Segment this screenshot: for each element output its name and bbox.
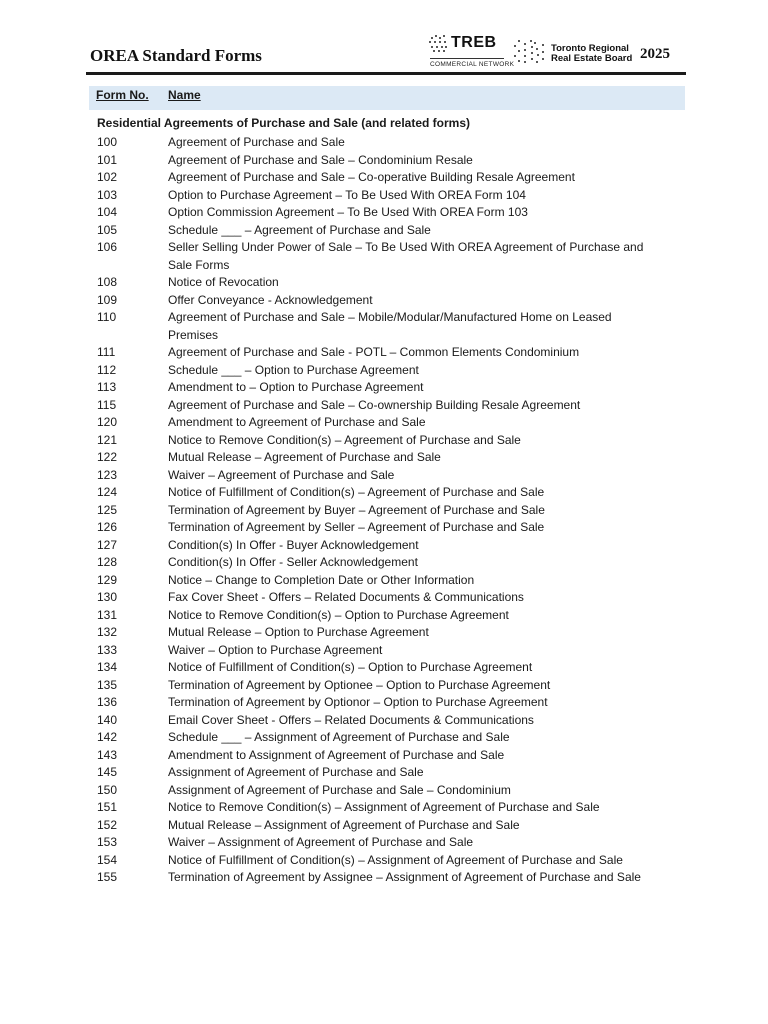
- header-rule: [86, 72, 686, 75]
- treb-logo-subtitle: COMMERCIAL NETWORK: [430, 61, 515, 68]
- form-name: Termination of Agreement by Assignee – Assignment of Agreement of Purchase and Sale: [168, 870, 641, 884]
- form-number: 104: [97, 205, 118, 219]
- form-name: Waiver – Option to Purchase Agreement: [168, 642, 383, 657]
- table-row: [97, 449, 677, 467]
- form-name: Agreement of Purchase and Sale – Condominium Resale: [168, 152, 473, 167]
- trreb-logo-line1: Toronto Regional: [551, 43, 629, 54]
- form-number: 125: [97, 502, 118, 517]
- form-name: Mutual Release – Agreement of Purchase and Sale: [168, 450, 441, 464]
- form-name: Seller Selling Under Power of Sale – To Be Used With OREA Agreement of Purchase and Sale Forms: [168, 240, 644, 272]
- column-header-form-no: Form No.: [96, 88, 149, 102]
- table-row: [97, 309, 677, 344]
- table-row: [97, 397, 677, 415]
- form-name: Termination of Agreement by Optionor – Option to Purchase Agreement: [168, 695, 548, 709]
- form-number: 127: [97, 537, 118, 552]
- table-row: [97, 484, 677, 502]
- table-row: [97, 432, 677, 450]
- table-row: [97, 659, 677, 677]
- form-number: 150: [97, 782, 118, 797]
- table-row: [97, 292, 677, 310]
- form-number: 134: [97, 660, 118, 674]
- form-name: Notice of Fulfillment of Condition(s) – Assignment of Agreement of Purchase and Sale: [168, 852, 623, 867]
- form-name: Condition(s) In Offer - Buyer Acknowledgement: [168, 537, 419, 552]
- form-number: 105: [97, 222, 118, 237]
- form-name: Termination of Agreement by Optionee – Option to Purchase Agreement: [168, 677, 551, 692]
- table-row: [97, 729, 677, 747]
- trreb-logo-line2: Real Estate Board: [551, 53, 633, 64]
- table-header: [89, 86, 685, 110]
- form-number: 106: [97, 240, 118, 254]
- table-row: [97, 589, 677, 607]
- form-number: 110: [97, 310, 117, 324]
- form-number: 109: [97, 292, 118, 307]
- form-number: 140: [97, 712, 118, 727]
- table-row: [97, 204, 677, 222]
- table-row: [97, 712, 677, 730]
- treb-logo-divider: [430, 58, 504, 59]
- table-row: [97, 834, 677, 852]
- form-name: Agreement of Purchase and Sale – Co-operative Building Resale Agreement: [168, 170, 575, 184]
- form-name: Notice of Revocation: [168, 275, 279, 289]
- form-number: 152: [97, 817, 118, 832]
- form-name: Mutual Release – Assignment of Agreement of Purchase and Sale: [168, 817, 520, 832]
- form-name: Notice – Change to Completion Date or Other Information: [168, 572, 475, 587]
- form-number: 112: [97, 362, 117, 377]
- table-row: [97, 414, 677, 432]
- form-name: Schedule ___ – Assignment of Agreement of Purchase and Sale: [168, 730, 510, 744]
- form-number: 136: [97, 695, 118, 709]
- form-name: Amendment to – Option to Purchase Agreement: [168, 380, 424, 394]
- table-row: [97, 852, 677, 870]
- form-name: Amendment to Assignment of Agreement of Purchase and Sale: [168, 747, 505, 762]
- table-row: [97, 152, 677, 170]
- form-number: 122: [97, 450, 118, 464]
- form-name: Waiver – Assignment of Agreement of Purchase and Sale: [168, 835, 474, 849]
- table-row: [97, 169, 677, 187]
- form-number: 108: [97, 275, 118, 289]
- table-row: [97, 467, 677, 485]
- form-name: Notice of Fulfillment of Condition(s) – Agreement of Purchase and Sale: [168, 485, 545, 499]
- form-number: 120: [97, 415, 118, 429]
- form-name: Agreement of Purchase and Sale – Mobile/Modular/Manufactured Home on Leased Premises: [168, 310, 612, 342]
- form-number: 135: [97, 677, 118, 692]
- form-number: 153: [97, 835, 118, 849]
- form-name: Amendment to Agreement of Purchase and Sale: [168, 415, 426, 429]
- table-row: [97, 379, 677, 397]
- form-number: 115: [97, 397, 117, 412]
- form-name: Termination of Agreement by Seller – Agreement of Purchase and Sale: [168, 520, 545, 534]
- form-number: 133: [97, 642, 118, 657]
- table-row: [97, 572, 677, 590]
- table-row: [97, 642, 677, 660]
- form-name: Agreement of Purchase and Sale: [168, 135, 345, 149]
- form-number: 130: [97, 590, 118, 604]
- table-row: [97, 677, 677, 695]
- table-row: [97, 694, 677, 712]
- form-number: 123: [97, 467, 118, 482]
- form-number: 142: [97, 730, 118, 744]
- form-number: 102: [97, 170, 118, 184]
- form-number: 103: [97, 187, 118, 202]
- form-name: Email Cover Sheet - Offers – Related Documents & Communications: [168, 712, 534, 727]
- page-title: OREA Standard Forms: [90, 46, 262, 65]
- table-row: [97, 747, 677, 765]
- table-row: [97, 344, 677, 362]
- form-name: Assignment of Agreement of Purchase and Sale – Condominium: [168, 782, 511, 797]
- dot-grid-icon: [514, 40, 548, 66]
- form-name: Notice to Remove Condition(s) – Agreement of Purchase and Sale: [168, 432, 521, 447]
- form-name: Agreement of Purchase and Sale - POTL – Common Elements Condominium: [168, 345, 580, 359]
- form-name: Notice to Remove Condition(s) – Option to Purchase Agreement: [168, 607, 509, 622]
- form-number: 121: [97, 432, 118, 447]
- table-row: [97, 134, 677, 152]
- form-name: Fax Cover Sheet - Offers – Related Documents & Communications: [168, 590, 524, 604]
- form-name: Schedule ___ – Option to Purchase Agreement: [168, 362, 419, 377]
- form-number: 128: [97, 555, 118, 569]
- dot-grid-icon: [429, 35, 449, 53]
- form-number: 113: [97, 380, 117, 394]
- table-row: [97, 554, 677, 572]
- form-name: Option to Purchase Agreement – To Be Used With OREA Form 104: [168, 187, 526, 202]
- form-name: Offer Conveyance - Acknowledgement: [168, 292, 373, 307]
- form-number: 151: [97, 800, 118, 814]
- table-row: [97, 222, 677, 240]
- form-number: 101: [97, 152, 118, 167]
- form-number: 111: [97, 345, 116, 359]
- form-name: Schedule ___ – Agreement of Purchase and Sale: [168, 222, 431, 237]
- table-row: [97, 537, 677, 555]
- form-number: 124: [97, 485, 118, 499]
- form-name: Assignment of Agreement of Purchase and Sale: [168, 765, 424, 779]
- form-number: 126: [97, 520, 118, 534]
- table-row: [97, 519, 677, 537]
- table-row: [97, 764, 677, 782]
- page-year: 2025: [640, 46, 670, 62]
- section-title: Residential Agreements of Purchase and Sale (and related forms): [97, 116, 470, 130]
- form-number: 131: [97, 607, 118, 622]
- table-row: [97, 502, 677, 520]
- form-name: Notice of Fulfillment of Condition(s) – Option to Purchase Agreement: [168, 660, 533, 674]
- page-header: [90, 30, 685, 72]
- form-name: Option Commission Agreement – To Be Used With OREA Form 103: [168, 205, 528, 219]
- forms-table: [97, 134, 677, 887]
- table-row: [97, 239, 677, 274]
- form-name: Agreement of Purchase and Sale – Co-ownership Building Resale Agreement: [168, 397, 581, 412]
- form-number: 100: [97, 135, 118, 149]
- column-header-name: Name: [168, 88, 201, 102]
- table-row: [97, 799, 677, 817]
- form-number: 155: [97, 870, 118, 884]
- table-row: [97, 817, 677, 835]
- table-row: [97, 274, 677, 292]
- table-row: [97, 362, 677, 380]
- form-name: Condition(s) In Offer - Seller Acknowledgement: [168, 555, 418, 569]
- treb-logo: [429, 32, 515, 72]
- form-name: Waiver – Agreement of Purchase and Sale: [168, 467, 395, 482]
- table-row: [97, 869, 677, 887]
- table-row: [97, 624, 677, 642]
- table-row: [97, 187, 677, 205]
- form-number: 143: [97, 747, 118, 762]
- form-name: Mutual Release – Option to Purchase Agreement: [168, 625, 429, 639]
- table-row: [97, 607, 677, 625]
- form-number: 132: [97, 625, 118, 639]
- table-row: [97, 782, 677, 800]
- trreb-logo: [514, 40, 644, 70]
- form-number: 129: [97, 572, 118, 587]
- form-name: Notice to Remove Condition(s) – Assignment of Agreement of Purchase and Sale: [168, 800, 600, 814]
- form-number: 154: [97, 852, 118, 867]
- treb-logo-wordmark: TREB: [451, 34, 497, 51]
- form-number: 145: [97, 765, 118, 779]
- form-name: Termination of Agreement by Buyer – Agreement of Purchase and Sale: [168, 502, 545, 517]
